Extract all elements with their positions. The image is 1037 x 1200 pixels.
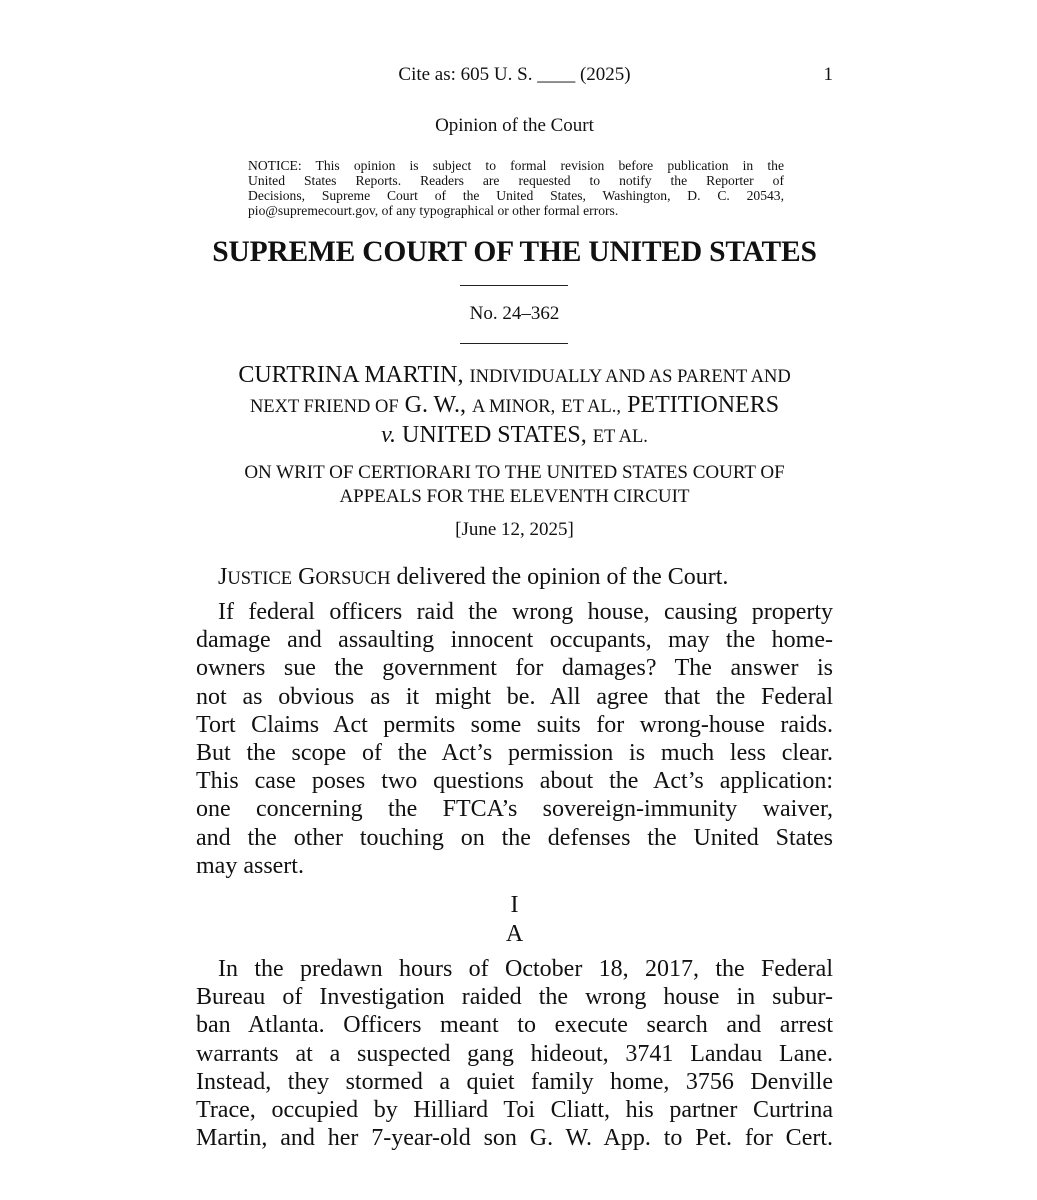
petitioner-description: A MINOR, (472, 397, 556, 417)
et-al: ET AL., (561, 397, 622, 417)
minor-initials: G. W., (404, 392, 466, 418)
justice-initial: J (218, 564, 228, 590)
respondent-name: UNITED STATES, (401, 422, 587, 448)
paragraph-line: Tort Claims Act permits some suits for wrong-house raids. (196, 711, 833, 738)
publication-notice (248, 158, 784, 218)
paragraph-line: If federal officers raid the wrong house, causing property (218, 599, 833, 625)
divider-rule (460, 285, 568, 286)
paragraph-line: In the predawn hours of October 18, 2017, the Federal (218, 956, 833, 982)
caption-line-3 (196, 421, 833, 451)
subsection-heading: A (505, 921, 524, 947)
writ-line-1: ON WRIT OF CERTIORARI TO THE UNITED STATES COURT OF (244, 462, 785, 483)
paragraph-line: But the scope of the Act’s permission is much less clear. (196, 740, 833, 767)
notice-line: Decisions, Supreme Court of the United States, Washington, D. C. 20543, (248, 188, 784, 203)
running-head (196, 64, 833, 90)
opinion-label: Opinion of the Court (435, 115, 594, 136)
justice-name: ORSUCH (315, 569, 391, 589)
paragraph-line: Bureau of Investigation raided the wrong house in subur- (196, 984, 833, 1011)
justice-title: USTICE (227, 569, 293, 589)
caption-line-1 (196, 361, 833, 391)
section-heading: I (510, 892, 519, 918)
et-al: ET AL. (592, 427, 648, 447)
writ-line (196, 461, 833, 509)
notice-line: NOTICE: This opinion is subject to formal revision before publication in the (248, 158, 784, 173)
paragraph-line: This case poses two questions about the Act’s application: (196, 768, 833, 795)
paragraph-line: and the other touching on the defenses the United States (196, 824, 833, 851)
paragraph-line: warrants at a suspected gang hideout, 3741 Landau Lane. (196, 1040, 833, 1067)
paragraph-line: one concerning the FTCA’s sovereign-immunity waiver, (196, 796, 833, 823)
citation-line: Cite as: 605 U. S. ____ (2025) (398, 64, 631, 85)
court-title: SUPREME COURT OF THE UNITED STATES (212, 236, 817, 268)
paragraph-line: Instead, they stormed a quiet family home, 3756 Denville (196, 1068, 833, 1095)
facts-paragraph (196, 955, 833, 1152)
justice-initial: G (298, 564, 316, 590)
intro-paragraph (196, 598, 833, 880)
decision-date: [June 12, 2025] (455, 519, 574, 540)
delivered-by-line (196, 563, 833, 593)
paragraph-line: owners sue the government for damages? The answer is (196, 655, 833, 682)
paragraph-line: may assert. (196, 852, 304, 879)
delivered-text: delivered the opinion of the Court. (396, 564, 729, 590)
caption-line-2 (196, 391, 833, 421)
paragraph-line: Trace, occupied by Hilliard Toi Cliatt, his partner Curtrina (196, 1097, 833, 1124)
paragraph-line: ban Atlanta. Officers meant to execute search and arrest (196, 1012, 833, 1039)
paragraph-line: damage and assaulting innocent occupants, may the home- (196, 627, 833, 654)
case-caption (196, 361, 833, 451)
paragraph-line: Martin, and her 7-year-old son G. W. App. to Pet. for Cert. (196, 1125, 833, 1152)
versus: v. (381, 422, 396, 448)
petitioner-description: INDIVIDUALLY AND AS PARENT AND (469, 367, 791, 387)
notice-line: pio@supremecourt.gov, of any typographical or other formal errors. (248, 203, 619, 218)
petitioner-name: CURTRINA MARTIN, (238, 362, 464, 388)
petitioner-description: NEXT FRIEND OF (249, 397, 399, 417)
petitioner-role: PETITIONERS (627, 392, 780, 418)
paragraph-line: not as obvious as it might be. All agree that the Federal (196, 683, 833, 710)
divider-rule (460, 343, 568, 344)
page-number: 1 (823, 64, 833, 85)
docket-number: No. 24–362 (469, 303, 560, 324)
writ-line-2: APPEALS FOR THE ELEVENTH CIRCUIT (339, 486, 690, 507)
notice-line: United States Reports. Readers are requested to notify the Reporter of (248, 173, 784, 188)
